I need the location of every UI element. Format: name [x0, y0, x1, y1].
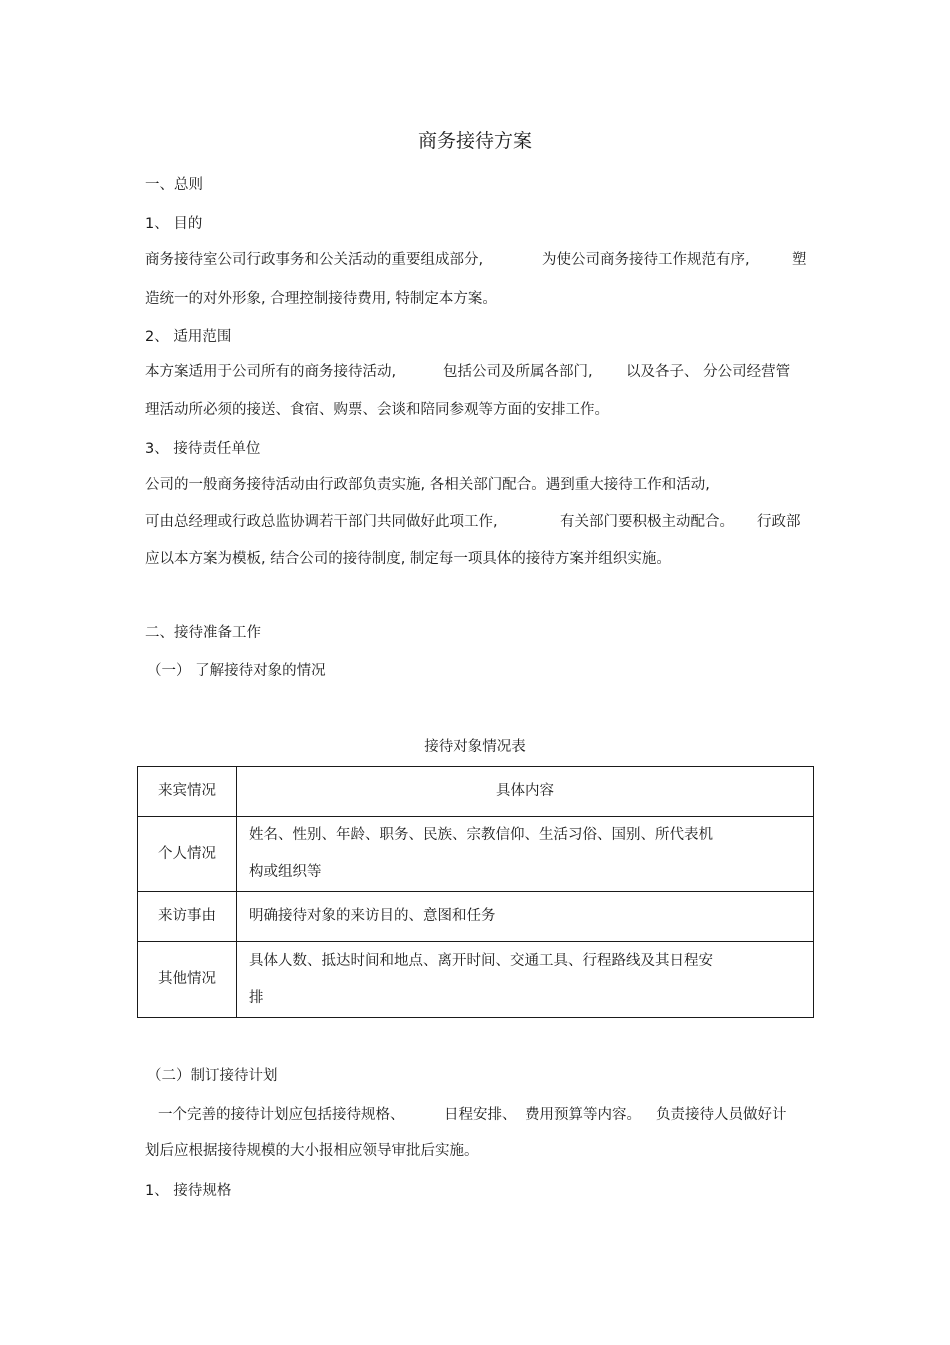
responsibility-text-2b: 有关部门要积极主动配合。	[560, 514, 734, 530]
table-row-label: 来访事由	[138, 892, 237, 942]
table-caption: 接待对象情况表	[424, 739, 526, 755]
subsection-purpose-heading: 1、 目的	[145, 216, 203, 232]
plan-text-1c: 费用预算等内容。	[525, 1107, 641, 1123]
table-row-label: 个人情况	[138, 817, 237, 892]
table-row-content	[237, 942, 814, 1018]
table-row	[138, 817, 814, 892]
plan-text-1d: 负责接待人员做好计	[656, 1107, 787, 1123]
table-row-label: 其他情况	[138, 942, 237, 1018]
subsection-responsibility-heading: 3、 接待责任单位	[145, 441, 261, 457]
table-row	[138, 942, 814, 1018]
subsection-plan-heading: （二）制订接待计划	[147, 1068, 278, 1084]
responsibility-text-3: 应以本方案为模板, 结合公司的接待制度, 制定每一项具体的接待方案并组织实施。	[145, 551, 671, 567]
table-header-cell: 具体内容	[237, 767, 814, 817]
table-row	[138, 892, 814, 942]
purpose-text-2: 造统一的对外形象, 合理控制接待费用, 特制定本方案。	[145, 291, 497, 307]
scope-text-1a: 本方案适用于公司所有的商务接待活动,	[145, 364, 397, 380]
table-row-content-line: 排	[249, 989, 264, 1006]
purpose-text-1a: 商务接待室公司行政事务和公关活动的重要组成部分,	[145, 252, 484, 268]
reception-info-table	[137, 766, 814, 1018]
responsibility-text-2c: 行政部	[757, 514, 801, 530]
table-header-row	[138, 767, 814, 817]
item-reception-standard-heading: 1、 接待规格	[145, 1183, 232, 1199]
page-title: 商务接待方案	[417, 130, 532, 152]
purpose-text-1c: 塑	[792, 252, 807, 268]
subsection-understand-heading: （一） 了解接待对象的情况	[147, 663, 326, 679]
plan-text-2: 划后应根据接待规模的大小报相应领导审批后实施。	[145, 1143, 479, 1159]
section-2-heading: 二、接待准备工作	[145, 625, 261, 641]
scope-text-2: 理活动所必须的接送、食宿、购票、会谈和陪同参观等方面的安排工作。	[145, 402, 609, 418]
section-1-heading: 一、总则	[145, 177, 203, 193]
plan-text-1b: 日程安排、	[444, 1107, 517, 1123]
table-row-content-line: 具体人数、抵达时间和地点、离开时间、交通工具、行程路线及其日程安	[249, 952, 713, 969]
subsection-scope-heading: 2、 适用范围	[145, 329, 232, 345]
table-header-cell: 来宾情况	[138, 767, 237, 817]
plan-text-1a: 一个完善的接待计划应包括接待规格、	[158, 1107, 405, 1123]
scope-text-1b: 包括公司及所属各部门,	[443, 364, 593, 380]
table-row-content-line: 构或组织等	[249, 864, 322, 880]
table-row-content	[237, 817, 814, 892]
purpose-text-1b: 为使公司商务接待工作规范有序,	[542, 252, 750, 268]
table-row-content: 明确接待对象的来访目的、意图和任务	[237, 892, 814, 942]
responsibility-text-2a: 可由总经理或行政总监协调若干部门共同做好此项工作,	[145, 514, 498, 530]
scope-text-1c: 以及各子、 分公司经营管	[626, 364, 791, 380]
responsibility-text-1: 公司的一般商务接待活动由行政部负责实施, 各相关部门配合。遇到重大接待工作和活动,	[145, 477, 710, 493]
table-row-content-line: 姓名、性别、年龄、职务、民族、宗教信仰、生活习俗、国别、所代表机	[249, 827, 713, 843]
